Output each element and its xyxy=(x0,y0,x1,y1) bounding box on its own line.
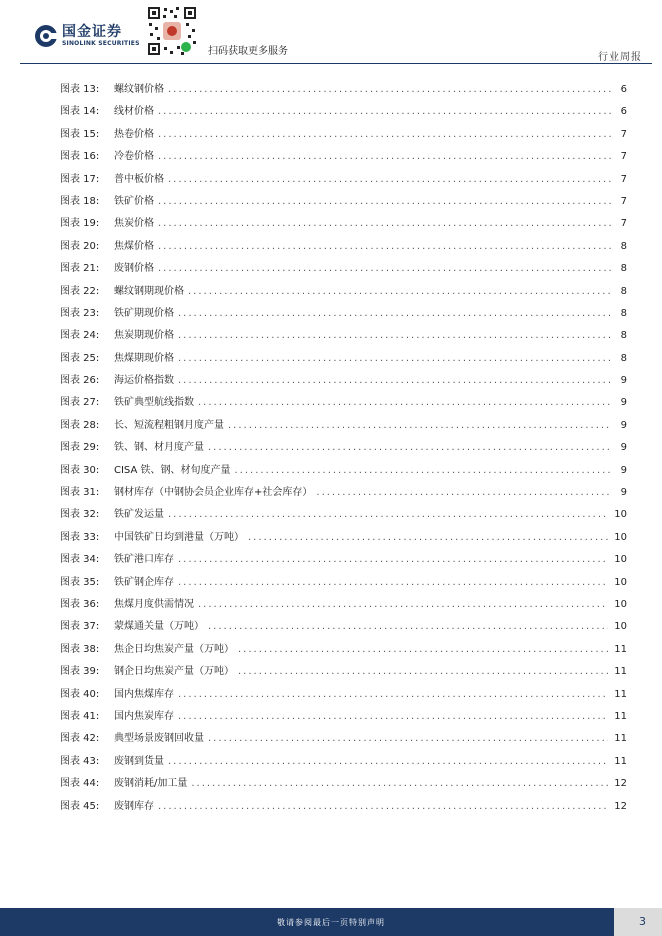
figure-title: 钢企日均焦炭产量（万吨） xyxy=(114,666,234,678)
page-number: 3 xyxy=(639,915,646,928)
figure-title: 国内焦煤库存 xyxy=(114,688,174,700)
toc-entry[interactable] xyxy=(60,707,627,729)
toc-entry[interactable] xyxy=(60,237,627,259)
figure-page-number: 10 xyxy=(614,576,627,588)
toc-entry[interactable] xyxy=(60,617,627,639)
figure-title: 焦煤价格 xyxy=(114,240,154,252)
figure-page-number: 8 xyxy=(620,263,627,275)
dot-leader xyxy=(158,106,611,117)
figure-page-number: 11 xyxy=(614,666,627,678)
dot-leader xyxy=(178,554,608,565)
sinolink-logo-icon xyxy=(34,24,58,48)
toc-entry[interactable] xyxy=(60,326,627,348)
figure-title: 废钢库存 xyxy=(114,800,154,812)
figure-title: 铁矿价格 xyxy=(114,195,154,207)
dot-leader xyxy=(191,778,608,789)
toc-entry[interactable] xyxy=(60,797,627,819)
figure-label: 图表 44: xyxy=(60,778,100,790)
toc-entry[interactable] xyxy=(60,550,627,572)
figure-title: 线材价格 xyxy=(114,106,154,118)
figure-label: 图表 38: xyxy=(60,643,100,655)
figure-page-number: 7 xyxy=(620,195,627,207)
figure-label: 图表 21: xyxy=(60,263,100,275)
toc-entry[interactable] xyxy=(60,304,627,326)
figure-page-number: 11 xyxy=(614,688,627,700)
disclaimer-notice: 敬请参阅最后一页特别声明 xyxy=(277,918,385,927)
figure-title: 废钢消耗/加工量 xyxy=(114,778,188,790)
toc-entry[interactable] xyxy=(60,640,627,662)
figure-title: 螺纹钢期现价格 xyxy=(114,285,184,297)
figure-label: 图表 36: xyxy=(60,598,100,610)
figure-title: 废钢价格 xyxy=(114,263,154,275)
dot-leader xyxy=(158,129,611,140)
figure-label: 图表 14: xyxy=(60,106,100,118)
figure-title: 焦煤期现价格 xyxy=(114,352,174,364)
dot-leader xyxy=(208,621,608,632)
toc-entry[interactable] xyxy=(60,349,627,371)
dot-leader xyxy=(158,151,611,162)
figure-page-number: 8 xyxy=(620,352,627,364)
figure-title: 海运价格指数 xyxy=(114,375,174,387)
dot-leader xyxy=(168,84,611,95)
logo-name-cn: 国金证券 xyxy=(62,24,122,40)
figure-title: 冷卷价格 xyxy=(114,151,154,163)
figure-title: 废钢到货量 xyxy=(114,755,164,767)
figure-label: 图表 34: xyxy=(60,554,100,566)
dot-leader xyxy=(198,397,611,408)
figure-title: 普中板价格 xyxy=(114,173,164,185)
figure-label: 图表 45: xyxy=(60,800,100,812)
figure-title: 焦炭期现价格 xyxy=(114,330,174,342)
dot-leader xyxy=(208,733,608,744)
toc-entry[interactable] xyxy=(60,416,627,438)
figure-label: 图表 25: xyxy=(60,352,100,364)
dot-leader xyxy=(178,711,608,722)
figure-page-number: 11 xyxy=(614,755,627,767)
scan-for-services-text: 扫码获取更多服务 xyxy=(208,46,288,57)
figure-label: 图表 16: xyxy=(60,151,100,163)
figure-label: 图表 26: xyxy=(60,375,100,387)
figure-label: 图表 32: xyxy=(60,509,100,521)
figure-title: 国内焦炭库存 xyxy=(114,710,174,722)
page-header xyxy=(0,0,662,62)
figure-label: 图表 17: xyxy=(60,173,100,185)
dot-leader xyxy=(158,801,608,812)
toc-entry[interactable] xyxy=(60,393,627,415)
figure-page-number: 11 xyxy=(614,643,627,655)
figure-title: 中国铁矿日均到港量（万吨） xyxy=(114,531,244,543)
toc-entry[interactable] xyxy=(60,170,627,192)
dot-leader xyxy=(158,218,611,229)
figure-page-number: 9 xyxy=(620,419,627,431)
toc-entry[interactable] xyxy=(60,595,627,617)
figure-page-number: 11 xyxy=(614,710,627,722)
dot-leader xyxy=(168,174,611,185)
qr-code-icon[interactable] xyxy=(146,5,198,57)
dot-leader xyxy=(238,666,608,677)
figure-label: 图表 28: xyxy=(60,419,100,431)
toc-entry[interactable] xyxy=(60,147,627,169)
figure-page-number: 7 xyxy=(620,173,627,185)
figure-label: 图表 39: xyxy=(60,666,100,678)
toc-entry[interactable] xyxy=(60,685,627,707)
figure-page-number: 7 xyxy=(620,218,627,230)
figure-label: 图表 19: xyxy=(60,218,100,230)
page-footer xyxy=(0,908,662,936)
figure-page-number: 7 xyxy=(620,151,627,163)
figure-page-number: 9 xyxy=(620,464,627,476)
toc-entry[interactable] xyxy=(60,371,627,393)
toc-entry[interactable] xyxy=(60,125,627,147)
toc-entry[interactable] xyxy=(60,774,627,796)
figure-title: 焦炭价格 xyxy=(114,218,154,230)
figure-label: 图表 30: xyxy=(60,464,100,476)
dot-leader xyxy=(238,644,608,655)
logo-name-en: SINOLINK SECURITIES xyxy=(62,40,140,47)
dot-leader xyxy=(198,599,608,610)
figure-page-number: 8 xyxy=(620,240,627,252)
dot-leader xyxy=(168,756,608,767)
figure-page-number: 10 xyxy=(614,554,627,566)
figure-title: 铁、钢、材月度产量 xyxy=(114,442,204,454)
dot-leader xyxy=(178,375,611,386)
figure-page-number: 9 xyxy=(620,375,627,387)
figure-label: 图表 24: xyxy=(60,330,100,342)
figure-page-number: 8 xyxy=(620,285,627,297)
toc-entry[interactable] xyxy=(60,505,627,527)
toc-entry[interactable] xyxy=(60,729,627,751)
figure-title: 焦企日均焦炭产量（万吨） xyxy=(114,643,234,655)
figure-title: 焦煤月度供需情况 xyxy=(114,598,194,610)
dot-leader xyxy=(178,577,608,588)
toc-entry[interactable] xyxy=(60,102,627,124)
dot-leader xyxy=(178,308,611,319)
toc-entry[interactable] xyxy=(60,662,627,684)
toc-entry[interactable] xyxy=(60,192,627,214)
figure-title: 铁矿港口库存 xyxy=(114,554,174,566)
figure-label: 图表 33: xyxy=(60,531,100,543)
figure-label: 图表 23: xyxy=(60,307,100,319)
figure-title: 蒙煤通关量（万吨） xyxy=(114,621,204,633)
figure-label: 图表 27: xyxy=(60,397,100,409)
figure-label: 图表 31: xyxy=(60,487,100,499)
dot-leader xyxy=(188,286,611,297)
company-logo xyxy=(34,24,140,48)
figure-index-list xyxy=(60,80,627,819)
figure-label: 图表 15: xyxy=(60,128,100,140)
toc-entry[interactable] xyxy=(60,483,627,505)
dot-leader xyxy=(234,465,611,476)
figure-label: 图表 42: xyxy=(60,733,100,745)
figure-page-number: 8 xyxy=(620,330,627,342)
dot-leader xyxy=(316,487,611,498)
toc-entry[interactable] xyxy=(60,461,627,483)
toc-entry[interactable] xyxy=(60,573,627,595)
dot-leader xyxy=(158,241,611,252)
dot-leader xyxy=(158,263,611,274)
figure-page-number: 8 xyxy=(620,307,627,319)
figure-title: 典型场景废钢回收量 xyxy=(114,733,204,745)
figure-page-number: 7 xyxy=(620,128,627,140)
figure-label: 图表 41: xyxy=(60,710,100,722)
header-divider xyxy=(20,63,652,64)
figure-page-number: 10 xyxy=(614,531,627,543)
toc-entry[interactable] xyxy=(60,214,627,236)
dot-leader xyxy=(178,353,611,364)
figure-page-number: 12 xyxy=(614,778,627,790)
figure-title: 螺纹钢价格 xyxy=(114,84,164,95)
figure-page-number: 11 xyxy=(614,733,627,745)
figure-label: 图表 18: xyxy=(60,195,100,207)
figure-title: 钢材库存（中钢协会员企业库存+社会库存） xyxy=(114,487,313,499)
dot-leader xyxy=(248,532,608,543)
page-number-box xyxy=(614,908,662,936)
figure-title: 铁矿发运量 xyxy=(114,509,164,521)
figure-label: 图表 22: xyxy=(60,285,100,297)
figure-title: 铁矿期现价格 xyxy=(114,307,174,319)
figure-page-number: 9 xyxy=(620,442,627,454)
figure-page-number: 6 xyxy=(620,106,627,118)
figure-label: 图表 29: xyxy=(60,442,100,454)
toc-entry[interactable] xyxy=(60,528,627,550)
figure-page-number: 12 xyxy=(614,800,627,812)
figure-label: 图表 37: xyxy=(60,621,100,633)
figure-page-number: 10 xyxy=(614,598,627,610)
figure-label: 图表 43: xyxy=(60,755,100,767)
figure-title: 长、短流程粗钢月度产量 xyxy=(114,419,224,431)
figure-title: CISA 铁、钢、材旬度产量 xyxy=(114,464,231,476)
figure-page-number: 9 xyxy=(620,397,627,409)
figure-title: 热卷价格 xyxy=(114,128,154,140)
toc-entry[interactable] xyxy=(60,752,627,774)
figure-label: 图表 20: xyxy=(60,240,100,252)
figure-title: 铁矿典型航线指数 xyxy=(114,397,194,409)
toc-entry[interactable] xyxy=(60,438,627,460)
figure-title: 铁矿钢企库存 xyxy=(114,576,174,588)
figure-page-number: 10 xyxy=(614,621,627,633)
dot-leader xyxy=(158,196,611,207)
dot-leader xyxy=(178,330,611,341)
figure-page-number: 9 xyxy=(620,487,627,499)
report-type-label: 行业周报 xyxy=(598,52,642,63)
figure-page-number: 10 xyxy=(614,509,627,521)
dot-leader xyxy=(228,420,611,431)
figure-label: 图表 40: xyxy=(60,688,100,700)
toc-entry[interactable] xyxy=(60,259,627,281)
figure-page-number: 6 xyxy=(620,84,627,95)
dot-leader xyxy=(168,509,608,520)
toc-entry[interactable] xyxy=(60,282,627,304)
figure-label: 图表 13: xyxy=(60,84,100,95)
toc-entry[interactable] xyxy=(60,80,627,102)
dot-leader xyxy=(178,689,608,700)
dot-leader xyxy=(208,442,611,453)
figure-label: 图表 35: xyxy=(60,576,100,588)
